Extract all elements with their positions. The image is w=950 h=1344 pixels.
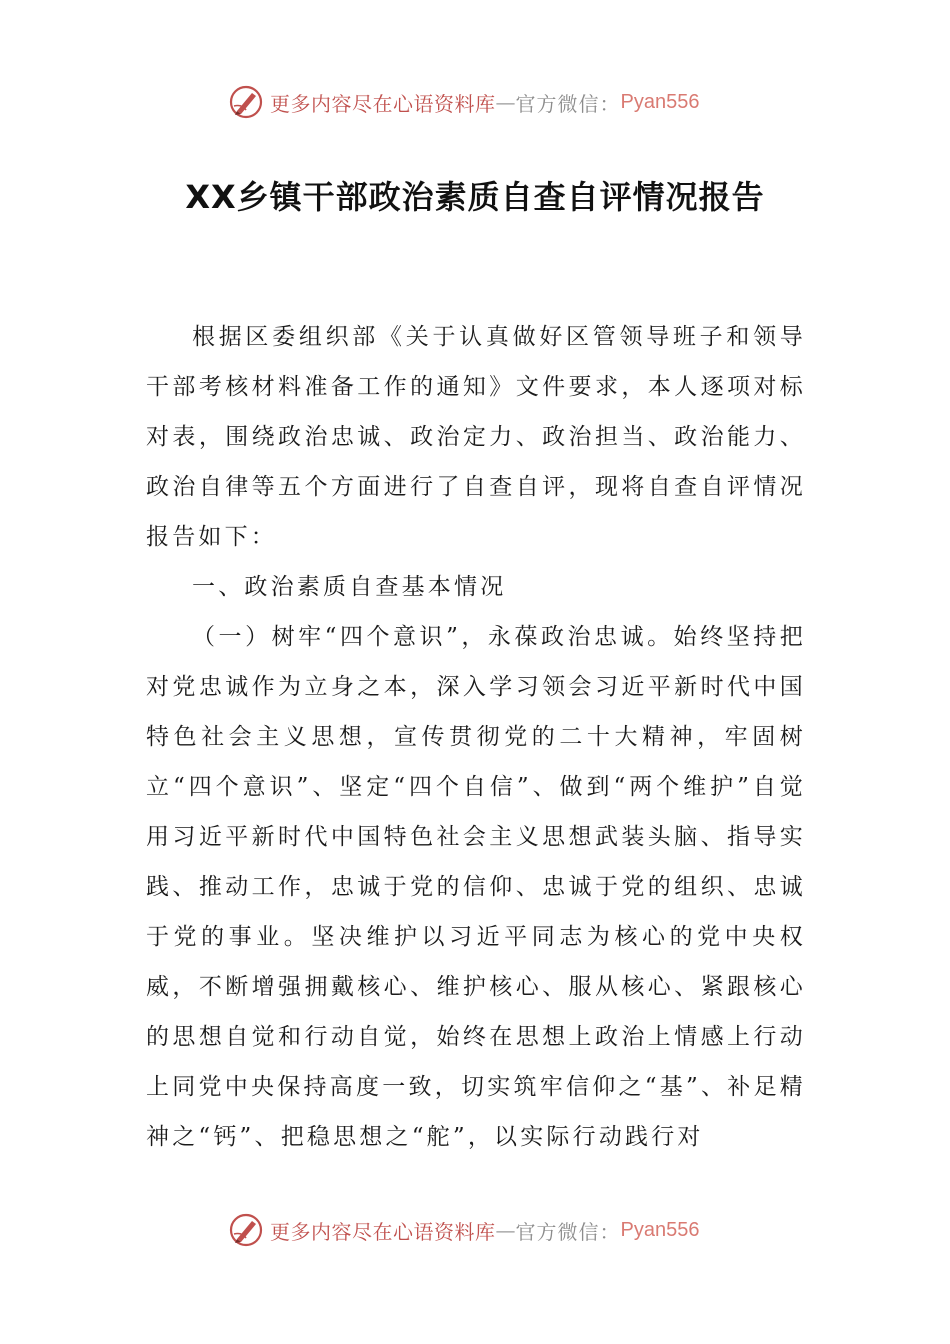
intro-paragraph: 根据区委组织部《关于认真做好区管领导班子和领导干部考核材料准备工作的通知》文件要求，本人逐项对标对表，围绕政治忠诚、政治定力、政治担当、政治能力、政治自律等五个方面进行了自查自评，现将自查自评情况报告如下： <box>146 324 806 550</box>
body-paragraph: （一）树牢“四个意识”，永葆政治忠诚。始终坚持把对党忠诚作为立身之本，深入学习领会习近平新时代中国特色社会主义思想，宣传贯彻党的二十大精神，牢固树立“四个意识”、坚定“四个自信”、做到“两个维护”自觉用习近平新时代中国特色社会主义思想武装头脑、指导实践、推动工作，忠诚于党的信仰、忠诚于党的组织、忠诚于党的事业。坚决维护以习近平同志为核心的党中央权威，不断增强拥戴核心、维护核心、服从核心、紧跟核心的思想自觉和行动自觉，始终在思想上政治上情感上行动上同党中央保持高度一致，切实筑牢信仰之“基”、补足精神之“钙”、把稳思想之“舵”，以实际行动践行对 <box>146 624 806 1150</box>
banner-wechat-id: Pyan556 <box>620 1218 700 1241</box>
banner-text: 更多内容尽在心语资料库 <box>270 91 496 116</box>
footer-banner <box>228 1210 788 1250</box>
banner-label: 官方微信： <box>515 1219 621 1244</box>
document-body <box>146 312 806 1162</box>
banner-label: 官方微信： <box>515 91 621 116</box>
banner-separator: — <box>495 1218 516 1242</box>
pen-logo-icon <box>228 84 264 120</box>
banner-separator: — <box>495 90 516 114</box>
document-title: XX乡镇干部政治素质自查自评情况报告 <box>185 178 765 216</box>
banner-text: 更多内容尽在心语资料库 <box>270 1219 496 1244</box>
header-banner <box>228 82 788 122</box>
pen-logo-icon <box>228 1212 264 1248</box>
banner-wechat-id: Pyan556 <box>620 90 700 113</box>
section-heading: 一、政治素质自查基本情况 <box>192 574 507 600</box>
